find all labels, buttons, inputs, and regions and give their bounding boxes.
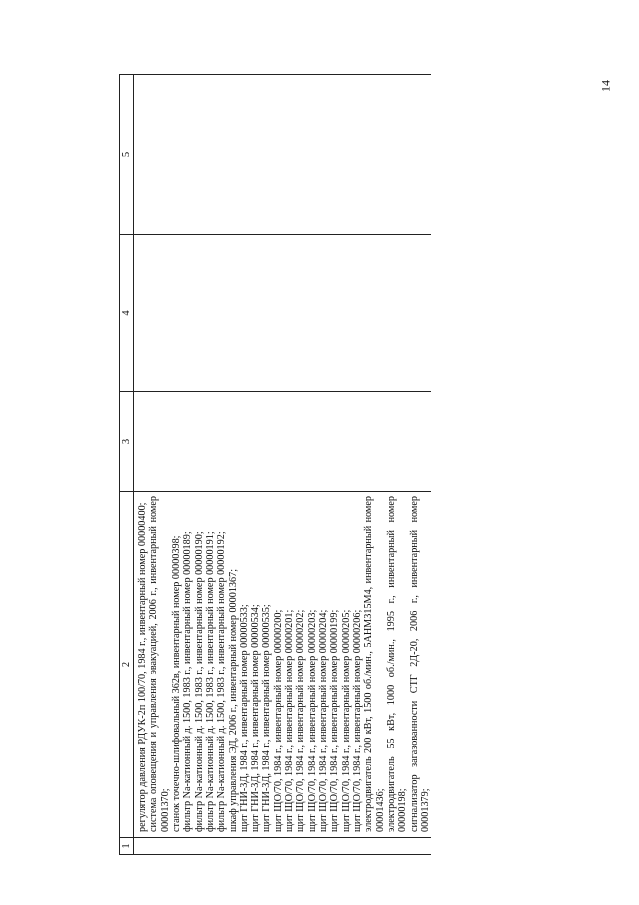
- list-item: фильтр Na-катионный д. 1500, 1983 г., инвентарный номер 00000189;: [182, 531, 194, 832]
- list-item: станок точечно-шлифовальный 362в, инвентарный номер 00000398;: [170, 535, 182, 832]
- list-item: фильтр Na-катионный д. 1500, 1983 г., инвентарный номер 00000191;: [204, 531, 216, 832]
- table-row: [134, 75, 432, 855]
- list-item: электродвигатель 55 кВт, 1000 об./мин., 1995 г., инвентарный номер 00000198;: [385, 496, 409, 832]
- list-item: щит ЩО/70, 1984 г., инвентарный номер 00000205;: [340, 609, 352, 832]
- list-item: шкаф управления ЭД, 2006 г., инвентарный номер 00001367;: [227, 568, 239, 832]
- list-item: щит ЩО/70, 1984 г., инвентарный номер 00000199;: [329, 609, 341, 832]
- column-header-4: 4: [120, 235, 134, 392]
- table-header-row: [120, 75, 134, 855]
- list-item: электродвигатель 200 кВт, 1500 об./мин., 5АНМ315М4, инвентарный номер 00001436;: [363, 496, 386, 832]
- cell-col-4: [134, 235, 432, 392]
- column-header-5: 5: [120, 75, 134, 235]
- list-item: сигнализатор загазованности СТГ 2Д-20, 2006 г., инвентарный номер 00001379;: [408, 496, 431, 832]
- cell-col-1: [134, 838, 432, 855]
- inventory-table: [119, 74, 431, 855]
- list-item: фильтр Na-катионный д. 1500, 1983 г., инвентарный номер 00000190;: [193, 531, 205, 832]
- list-item: щит ЩО/70, 1984 г., инвентарный номер 00000206;: [351, 609, 363, 832]
- list-item: щит ЩО/70, 1984 г., инвентарный номер 00000200;: [272, 609, 284, 832]
- cell-col-5: [134, 75, 432, 235]
- list-item: регулятор давления РДУК-2п 100/70, 1984 г., инвентарный номер 00000400;: [137, 502, 148, 832]
- inventory-table-sheet: [119, 75, 519, 855]
- list-item: фильтр Na-катионный д. 1500, 1983 г., инвентарный номер 00000192;: [216, 531, 228, 832]
- list-item: щит ЩО/70, 1984 г., инвентарный номер 00000202;: [295, 609, 307, 832]
- list-item: щит ГНИ-3Д, 1984 г., инвентарный номер 00000533;: [238, 604, 250, 832]
- column-header-1: 1: [120, 838, 134, 855]
- list-item: щит ГНИ-3Д, 1984 г., инвентарный номер 00000535;: [261, 604, 273, 832]
- cell-col-2-items: [134, 492, 432, 838]
- list-item: щит ГНИ-3Д, 1984 г., инвентарный номер 00000534;: [250, 604, 262, 832]
- list-item: щит ЩО/70, 1984 г., инвентарный номер 00000204;: [318, 609, 329, 832]
- column-header-3: 3: [120, 392, 134, 492]
- list-item: щит ЩО/70, 1984 г., инвентарный номер 00000201;: [284, 609, 296, 832]
- cell-col-3: [134, 392, 432, 492]
- page-number: 14: [598, 80, 613, 92]
- column-header-2: 2: [120, 492, 134, 838]
- list-item: система оповещения и управления эвакуацией, 2006 г., инвентарный номер 00001370;: [148, 496, 171, 832]
- list-item: щит ЩО/70, 1984 г., инвентарный номер 00000203;: [306, 609, 318, 832]
